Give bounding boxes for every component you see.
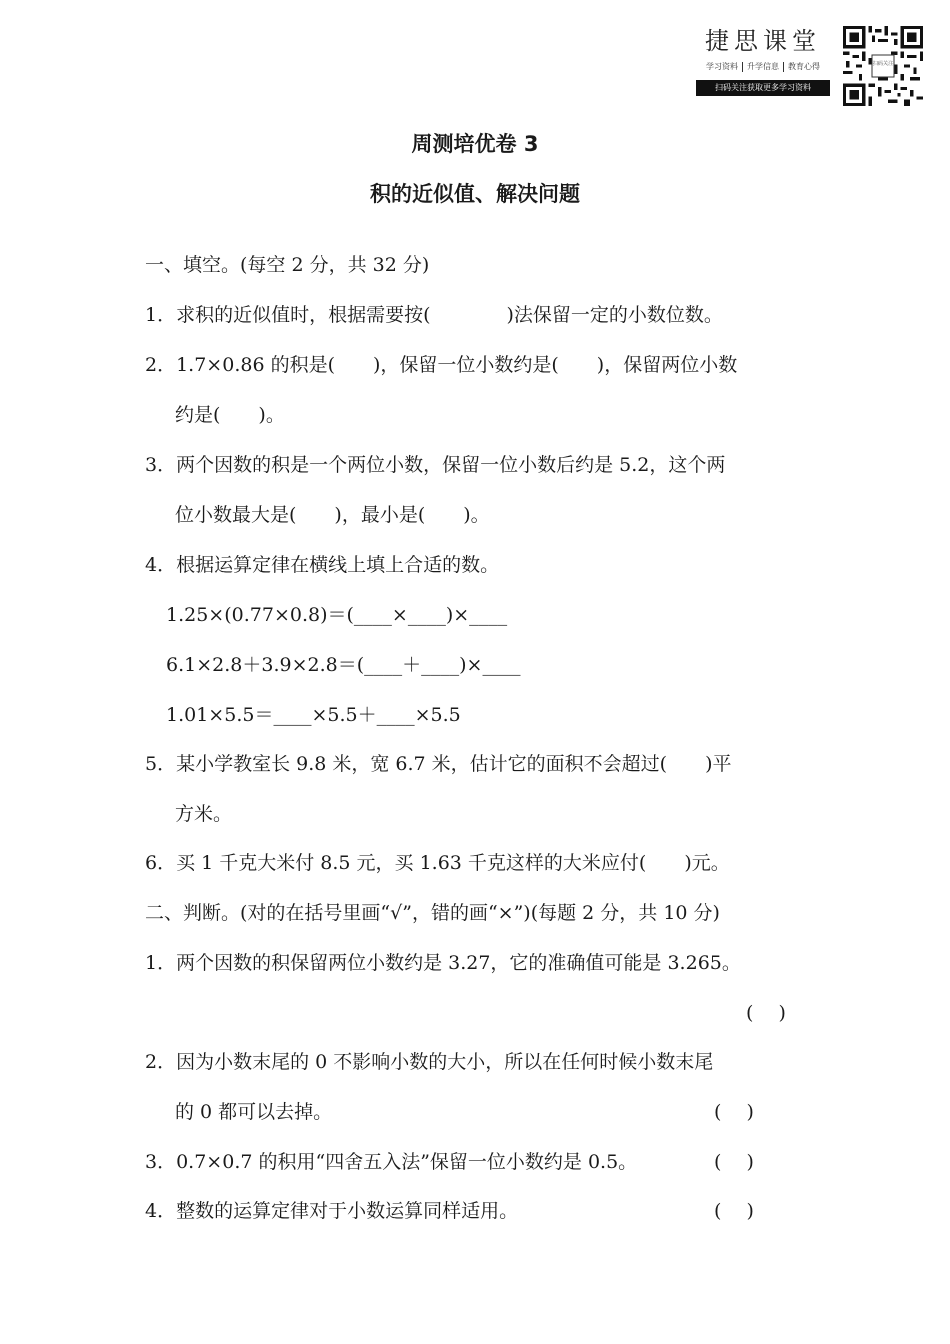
- question-text: 3．0.7×0.7 的积用“四舍五入法”保留一位小数约是 0.5。: [145, 1151, 638, 1173]
- question-text: 4．整数的运算定律对于小数运算同样适用。: [145, 1200, 519, 1222]
- brand-slogan: 扫码关注获取更多学习资料: [696, 80, 830, 96]
- brand-tag: 升学信息: [742, 62, 783, 72]
- question-text: 位小数最大是( )，最小是( )。: [175, 504, 490, 526]
- equation-blank: 1.25×(0.77×0.8)＝(____×____)×____: [166, 604, 508, 626]
- equation-blank: 6.1×2.8＋3.9×2.8＝(____＋____)×____: [166, 654, 521, 676]
- question-text: 6．买 1 千克大米付 8.5 元，买 1.63 千克这样的大米应付( )元。: [145, 852, 730, 874]
- answer-parenthesis: ( ): [714, 1101, 754, 1123]
- question-text: 3．两个因数的积是一个两位小数，保留一位小数后约是 5.2，这个两: [145, 454, 726, 476]
- question-text: 5．某小学教室长 9.8 米，宽 6.7 米，估计它的面积不会超过( )平: [145, 753, 732, 775]
- equation-blank: 1.01×5.5＝____×5.5＋____×5.5: [166, 704, 461, 726]
- page-title: 周测培优卷 3: [411, 132, 539, 156]
- qr-code-icon[interactable]: [843, 26, 923, 106]
- answer-parenthesis: ( ): [714, 1151, 754, 1173]
- question-text: 约是( )。: [175, 404, 285, 426]
- brand-tags: [696, 62, 830, 72]
- question-text: 方米。: [175, 803, 233, 825]
- brand-tag: 教育心得: [783, 62, 824, 72]
- question-text: 4．根据运算定律在横线上填上合适的数。: [145, 554, 500, 576]
- answer-parenthesis: ( ): [746, 1002, 786, 1024]
- question-text: 1．求积的近似值时，根据需要按( )法保留一定的小数位数。: [145, 304, 723, 326]
- section-heading: 二、判断。(对的在括号里画“√”，错的画“×”)(每题 2 分，共 10 分): [145, 902, 720, 924]
- question-text: 2．因为小数末尾的 0 不影响小数的大小，所以在任何时候小数末尾: [145, 1051, 714, 1073]
- brand-logo: [696, 26, 830, 96]
- question-text: 1．两个因数的积保留两位小数约是 3.27，它的准确值可能是 3.265。: [145, 952, 741, 974]
- brand-tag: 学习资料: [706, 62, 738, 71]
- question-text: 的 0 都可以去掉。: [175, 1101, 333, 1123]
- qr-caption: 扫码关注: [872, 61, 894, 68]
- page-subtitle: 积的近似值、解决问题: [370, 182, 580, 206]
- brand-name: 捷思课堂: [705, 27, 821, 55]
- section-heading: 一、填空。(每空 2 分，共 32 分): [145, 254, 430, 276]
- answer-parenthesis: ( ): [714, 1200, 754, 1222]
- question-text: 2．1.7×0.86 的积是( )，保留一位小数约是( )，保留两位小数: [145, 354, 738, 376]
